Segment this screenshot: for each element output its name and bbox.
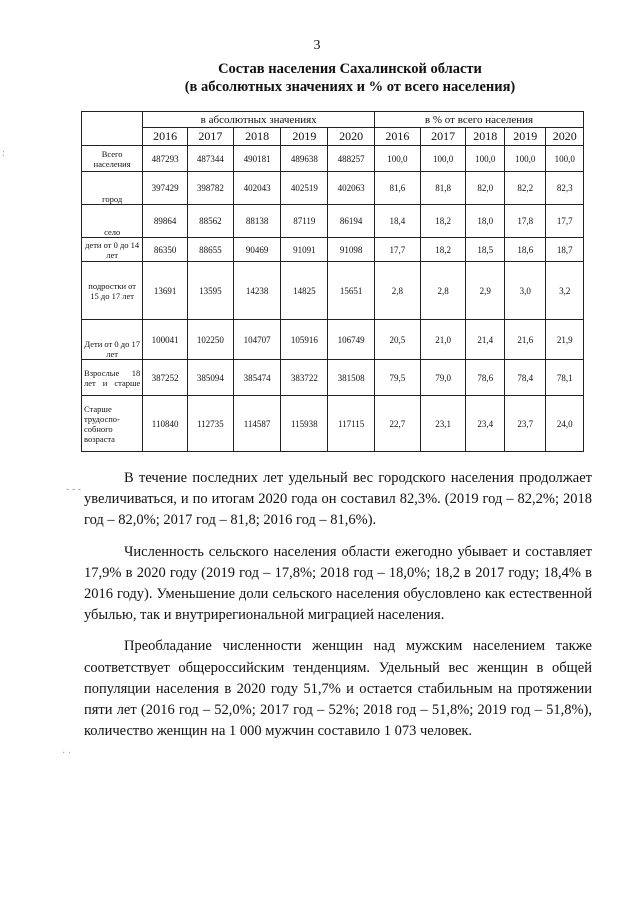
percent-value-cell: 23,1 — [420, 396, 466, 452]
percent-value-cell: 2,8 — [375, 262, 421, 320]
absolute-value-cell: 106749 — [328, 320, 375, 360]
percent-value-cell: 100,0 — [420, 146, 466, 172]
percent-value-cell: 21,4 — [466, 320, 504, 360]
table-row — [82, 262, 584, 320]
paragraph: Преобладание численности женщин над мужским населением также соответствует общероссийским тенденциям. Удельный вес женщин в общей популяции населения в 2020 году 51,7% и остается стабильным на протяжении пяти лет (2016 год – 52,0%; 2017 год – 52%; 2018 год – 51,8%; 2019 год – 51,8%), количество женщин на 1 000 мужчин составило 1 073 человек. — [84, 638, 592, 740]
percent-value-cell: 18,2 — [420, 238, 466, 262]
paragraph: Численность сельского населения области ежегодно убывает и составляет 17,9% в 2020 году (2019 год – 17,8%; 2018 год – 18,0%; 18,2 в 2017 году; 18,4% в 2016 году). Уменьшение доли сельского населения обусловлено как естественной убылью, так и внутрирегиональной миграцией населения. — [84, 543, 592, 624]
year-header: 2017 — [420, 128, 466, 146]
year-header: 2016 — [143, 128, 188, 146]
table-row — [82, 172, 584, 205]
document-title — [70, 60, 630, 96]
absolute-value-cell: 105916 — [281, 320, 328, 360]
absolute-value-cell: 100041 — [143, 320, 188, 360]
year-header: 2019 — [504, 128, 546, 146]
absolute-value-cell: 87119 — [281, 205, 328, 238]
absolute-value-cell: 112735 — [187, 396, 233, 452]
table-row — [82, 360, 584, 396]
percent-value-cell: 82,3 — [546, 172, 584, 205]
year-header: 2018 — [233, 128, 281, 146]
page-number: 3 — [313, 38, 321, 53]
scan-mark: · · — [62, 748, 72, 759]
year-header: 2017 — [187, 128, 233, 146]
absolute-value-cell: 398782 — [187, 172, 233, 205]
table-body — [82, 146, 584, 452]
absolute-value-cell: 490181 — [233, 146, 281, 172]
absolute-value-cell: 397429 — [143, 172, 188, 205]
row-label: Старше трудоспо-собного возраста — [82, 396, 143, 452]
year-header: 2020 — [328, 128, 375, 146]
absolute-value-cell: 110840 — [143, 396, 188, 452]
percent-value-cell: 100,0 — [504, 146, 546, 172]
year-header: 2018 — [466, 128, 504, 146]
absolute-value-cell: 14825 — [281, 262, 328, 320]
percent-value-cell: 79,0 — [420, 360, 466, 396]
percent-value-cell: 82,2 — [504, 172, 546, 205]
absolute-value-cell: 114587 — [233, 396, 281, 452]
absolute-value-cell: 402043 — [233, 172, 281, 205]
percent-value-cell: 24,0 — [546, 396, 584, 452]
row-label: село — [82, 205, 143, 238]
percent-value-cell: 23,7 — [504, 396, 546, 452]
row-label: город — [82, 172, 143, 205]
percent-value-cell: 79,5 — [375, 360, 421, 396]
group-header-absolute: в абсолютных значениях — [143, 112, 375, 128]
percent-value-cell: 21,9 — [546, 320, 584, 360]
percent-value-cell: 21,6 — [504, 320, 546, 360]
percent-value-cell: 2,9 — [466, 262, 504, 320]
absolute-value-cell: 487293 — [143, 146, 188, 172]
percent-value-cell: 21,0 — [420, 320, 466, 360]
percent-value-cell: 18,6 — [504, 238, 546, 262]
absolute-value-cell: 385474 — [233, 360, 281, 396]
percent-value-cell: 18,7 — [546, 238, 584, 262]
percent-value-cell: 17,8 — [504, 205, 546, 238]
percent-value-cell: 23,4 — [466, 396, 504, 452]
absolute-value-cell: 91098 — [328, 238, 375, 262]
absolute-value-cell: 381508 — [328, 360, 375, 396]
percent-value-cell: 3,2 — [546, 262, 584, 320]
absolute-value-cell: 14238 — [233, 262, 281, 320]
table-corner-cell — [82, 112, 143, 146]
absolute-value-cell: 86194 — [328, 205, 375, 238]
percent-value-cell: 78,6 — [466, 360, 504, 396]
percent-value-cell: 100,0 — [375, 146, 421, 172]
scan-mark: : — [2, 148, 5, 159]
row-label: дети от 0 до 14 лет — [82, 238, 143, 262]
percent-value-cell: 3,0 — [504, 262, 546, 320]
absolute-value-cell: 402063 — [328, 172, 375, 205]
year-header: 2020 — [546, 128, 584, 146]
row-label: Взрослые 18 лет и старше — [82, 360, 143, 396]
title-line-2: (в абсолютных значениях и % от всего населения) — [184, 79, 516, 95]
row-label: подростки от 15 до 17 лет — [82, 262, 143, 320]
row-label: Всего населения — [82, 146, 143, 172]
percent-value-cell: 17,7 — [546, 205, 584, 238]
absolute-value-cell: 88655 — [187, 238, 233, 262]
absolute-value-cell: 86350 — [143, 238, 188, 262]
absolute-value-cell: 387252 — [143, 360, 188, 396]
percent-value-cell: 18,0 — [466, 205, 504, 238]
absolute-value-cell: 13595 — [187, 262, 233, 320]
table-row — [82, 146, 584, 172]
percent-value-cell: 81,8 — [420, 172, 466, 205]
percent-value-cell: 17,7 — [375, 238, 421, 262]
percent-value-cell: 78,4 — [504, 360, 546, 396]
table-row — [82, 320, 584, 360]
body-text — [84, 468, 592, 752]
absolute-value-cell: 104707 — [233, 320, 281, 360]
percent-value-cell: 20,5 — [375, 320, 421, 360]
percent-value-cell: 100,0 — [546, 146, 584, 172]
percent-value-cell: 2,8 — [420, 262, 466, 320]
absolute-value-cell: 15651 — [328, 262, 375, 320]
table-row — [82, 205, 584, 238]
year-header: 2019 — [281, 128, 328, 146]
scan-mark: - - - — [66, 484, 81, 495]
absolute-value-cell: 88562 — [187, 205, 233, 238]
absolute-value-cell: 102250 — [187, 320, 233, 360]
absolute-value-cell: 117115 — [328, 396, 375, 452]
percent-value-cell: 78,1 — [546, 360, 584, 396]
percent-value-cell: 22,7 — [375, 396, 421, 452]
percent-value-cell: 18,5 — [466, 238, 504, 262]
absolute-value-cell: 89864 — [143, 205, 188, 238]
row-label: Дети от 0 до 17 лет — [82, 320, 143, 360]
absolute-value-cell: 90469 — [233, 238, 281, 262]
absolute-value-cell: 115938 — [281, 396, 328, 452]
percent-value-cell: 81,6 — [375, 172, 421, 205]
table-row — [82, 396, 584, 452]
absolute-value-cell: 13691 — [143, 262, 188, 320]
absolute-value-cell: 488257 — [328, 146, 375, 172]
absolute-value-cell: 402519 — [281, 172, 328, 205]
paragraph: В течение последних лет удельный вес городского населения продолжает увеличиваться, и по итогам 2020 года он составил 82,3%. (2019 год – 82,2%; 2018 год – 82,0%; 2017 год – 81,8; 2016 год – 81,6%). — [84, 470, 592, 529]
absolute-value-cell: 88138 — [233, 205, 281, 238]
percent-value-cell: 82,0 — [466, 172, 504, 205]
table-row — [82, 238, 584, 262]
absolute-value-cell: 487344 — [187, 146, 233, 172]
percent-value-cell: 18,4 — [375, 205, 421, 238]
population-table — [81, 111, 584, 452]
year-header: 2016 — [375, 128, 421, 146]
percent-value-cell: 100,0 — [466, 146, 504, 172]
group-header-percent: в % от всего населения — [375, 112, 584, 128]
absolute-value-cell: 385094 — [187, 360, 233, 396]
title-line-1: Состав населения Сахалинской области — [218, 61, 482, 77]
absolute-value-cell: 489638 — [281, 146, 328, 172]
absolute-value-cell: 383722 — [281, 360, 328, 396]
percent-value-cell: 18,2 — [420, 205, 466, 238]
absolute-value-cell: 91091 — [281, 238, 328, 262]
